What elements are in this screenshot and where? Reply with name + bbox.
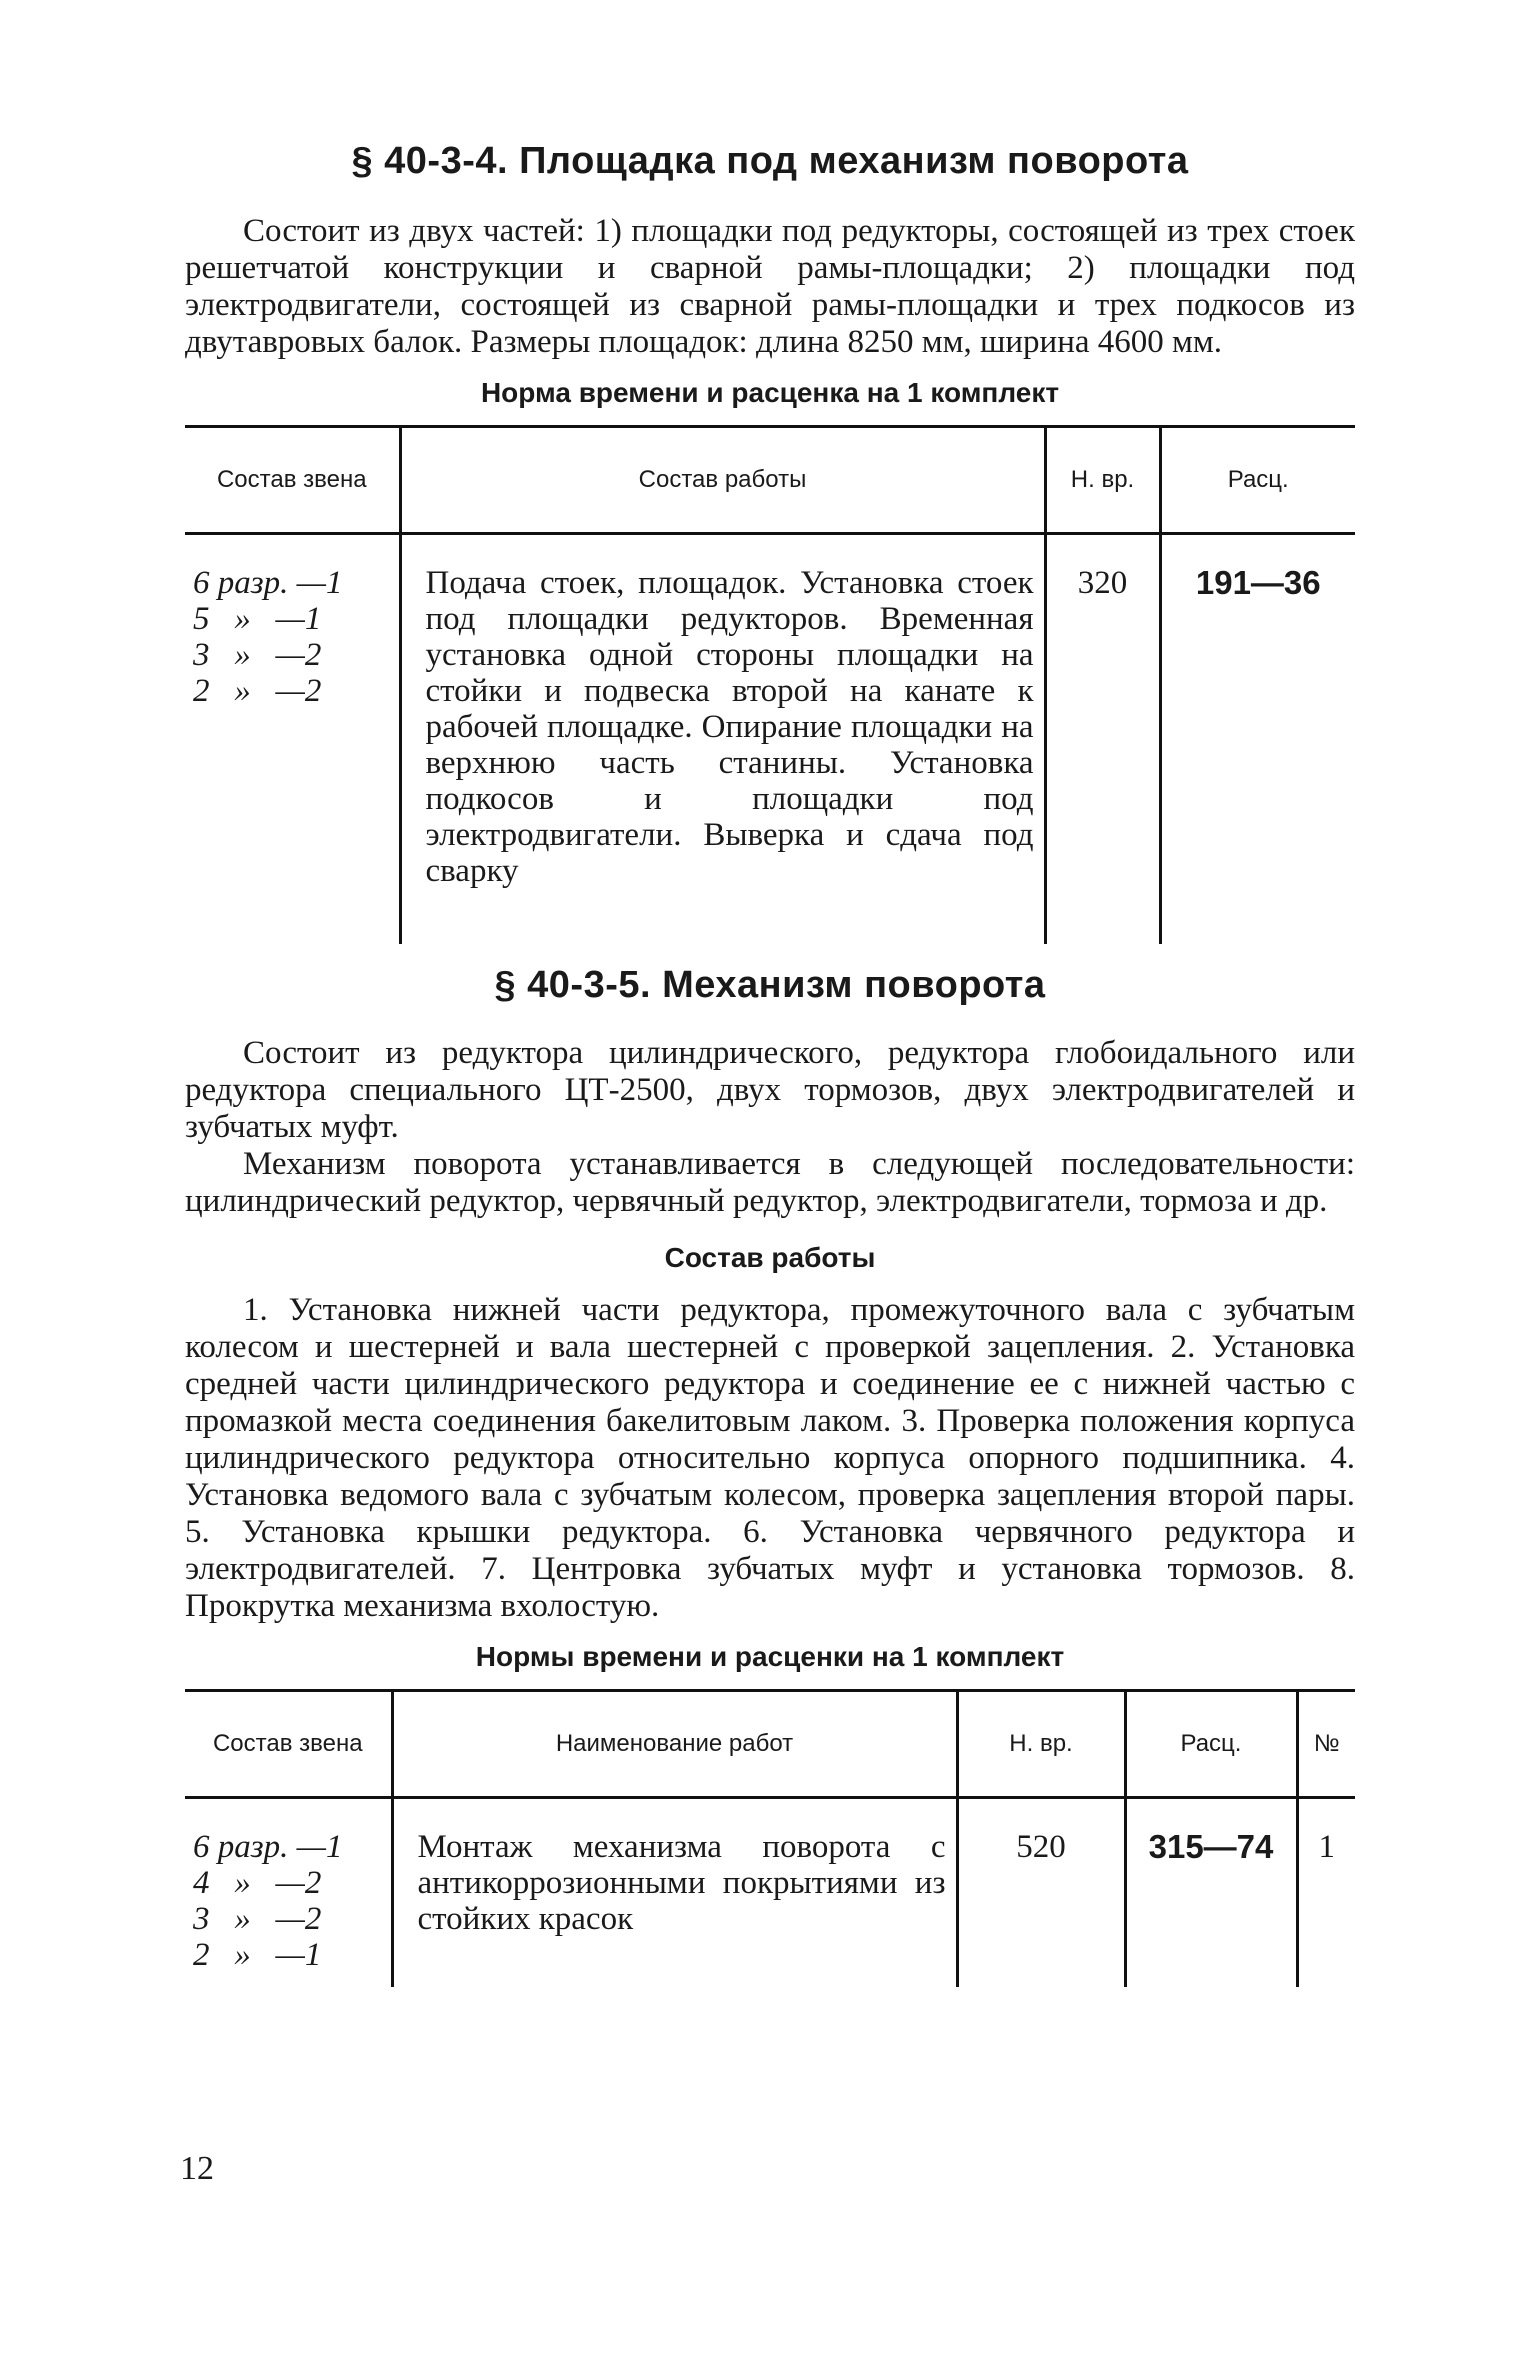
header-norm: Н. вр.: [957, 1690, 1125, 1797]
crew-line: 2 » —1: [193, 1936, 322, 1973]
rate-value: 191—36: [1160, 534, 1355, 944]
crew-line: 2 » —2: [193, 673, 322, 709]
section-heading-40-3-4: § 40-3-4. Площадка под механизм поворота: [351, 140, 1189, 182]
work-composition-text: 1. Установка нижней части редуктора, промежуточного вала с зубчатым колесом и шестерней и вала шестерней с проверкой зацепления. 2. Установка средней части цилиндрического редуктора и соединение ее с нижней частью с промазкой места соединения бакелитовым лаком. 3. Проверка положения корпуса цилиндрического редуктора относительно корпуса опорного подшипника. 4. Установка ведомого вала с зубчатым колесом, проверка зацепления второй пары. 5. Установка крышки редуктора. 6. Установка червячного редуктора и электродвигателей. 7. Центровка зубчатых муфт и установка тормозов. 8. Прокрутка механизма вхолостую.: [185, 1291, 1355, 1624]
norm-value: 320: [1045, 534, 1160, 944]
work-composition-title: Состав работы: [664, 1241, 876, 1273]
document-page: [185, 140, 1355, 1987]
section-heading-40-3-5: § 40-3-5. Механизм поворота: [494, 963, 1046, 1006]
header-work: Состав работы: [400, 427, 1045, 534]
header-crew: Состав звена: [185, 427, 400, 534]
header-norm: Н. вр.: [1045, 427, 1160, 534]
row-number: 1: [1297, 1797, 1355, 1987]
section-40-3-5-description: Состоит из редуктора цилиндрического, редуктора глобоидального или редуктора специального ЦТ-2500, двух тормозов, двух электродвигателей и зубчатых муфт.: [185, 1034, 1355, 1145]
section-40-3-5-sequence: Механизм поворота устанавливается в следующей последовательности: цилиндрический редуктор, червячный редуктор, электродвигатели, тормоза и др.: [185, 1145, 1355, 1219]
header-number: №: [1297, 1690, 1355, 1797]
section-40-3-4-description: Состоит из двух частей: 1) площадки под редукторы, состоящей из трех стоек решетчатой конструкции и сварной рамы-площадки; 2) площадки под электродвигатели, состоящей из сварной рамы-площадки и трех подкосов из двутавровых балок. Размеры площадок: длина 8250 мм, ширина 4600 мм.: [185, 213, 1355, 360]
crew-line: 5 » —1: [193, 601, 322, 637]
rate-value: 315—74: [1125, 1797, 1297, 1987]
crew-line: 6 разр. —1: [193, 1828, 343, 1865]
work-name: Монтаж механизма поворота с антикоррозионными покрытиями из стойких красок: [392, 1797, 957, 1987]
crew-composition: [185, 534, 400, 944]
crew-composition: [185, 1797, 392, 1987]
table-header-row: [185, 1690, 1355, 1797]
crew-line: 4 » —2: [193, 1864, 322, 1901]
crew-line: 3 » —2: [193, 637, 322, 673]
header-rate: Расц.: [1125, 1690, 1297, 1797]
crew-line: 6 разр. —1: [193, 565, 343, 601]
norm-table-2: [185, 1689, 1355, 1988]
table-row: [185, 534, 1355, 944]
norm-table-1-caption: Норма времени и расценка на 1 комплект: [480, 377, 1060, 408]
header-work-name: Наименование работ: [392, 1690, 957, 1797]
table-header-row: [185, 427, 1355, 534]
work-description: Подача стоек, площадок. Установка стоек под площадки редукторов. Временная установка одной стороны площадки на стойки и подвеска второй на канате к рабочей площадке. Опирание площадки на верхнюю часть станины. Установка подкосов и площадки под электродвигатели. Выверка и сдача под сварку: [400, 534, 1045, 944]
table-row: [185, 1797, 1355, 1987]
header-rate: Расц.: [1160, 427, 1355, 534]
norm-value: 520: [957, 1797, 1125, 1987]
page-number: 12: [180, 2150, 214, 2187]
norm-table-1: [185, 425, 1355, 944]
crew-line: 3 » —2: [193, 1900, 322, 1937]
header-crew: Состав звена: [185, 1690, 392, 1797]
norm-table-2-caption: Нормы времени и расценки на 1 комплект: [475, 1640, 1065, 1672]
